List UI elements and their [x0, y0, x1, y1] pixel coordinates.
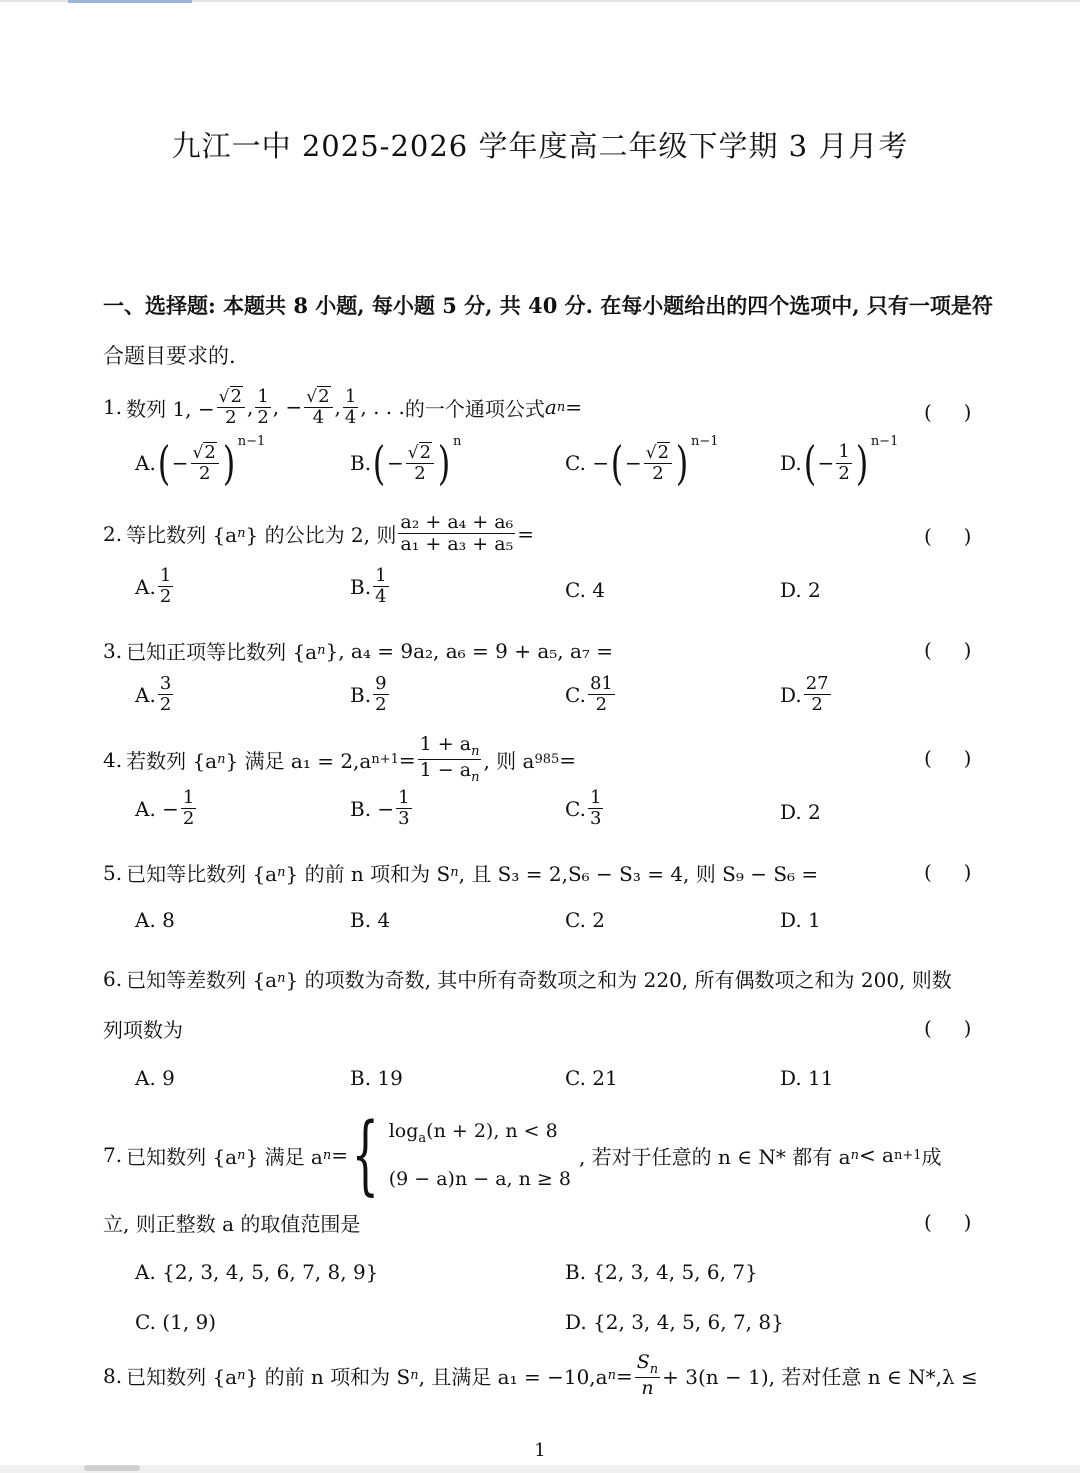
q3-option-a[interactable]: A. $\frac{3}{2}$: [135, 673, 172, 716]
q2-option-c[interactable]: C. 4: [565, 578, 606, 602]
cases-brace: {: [351, 1105, 380, 1205]
question-1: 1. 数列 1, − √ 2 2 , $\frac{1}{2}$ , − √ 2 4 , $\frac{1}{4}$ , . . . 的一个通项公式 a n =: [103, 385, 582, 429]
q2-option-b[interactable]: B. $\frac{1}{4}$: [350, 565, 387, 608]
q4-option-d[interactable]: D. 2: [780, 800, 821, 824]
q1-frac1: √ 2 2: [217, 386, 245, 428]
answer-bracket-7[interactable]: ( ): [924, 1210, 972, 1234]
q5-option-c[interactable]: C. 2: [565, 908, 606, 932]
question-5: 5. 已知等比数列 {a n } 的前 n 项和为 S n , 且 S₃ = 2,S₆ − S₃ = 4, 则 S₉ − S₆ =: [103, 860, 819, 886]
q7-option-a[interactable]: A. {2, 3, 4, 5, 6, 7, 8, 9}: [135, 1260, 379, 1284]
q3-option-c[interactable]: C. $\frac{81}{2}$: [565, 673, 613, 716]
bottom-border: [0, 1465, 1080, 1473]
question-number: 1.: [103, 395, 123, 420]
q1-option-b[interactable]: B. ( − √ 2 2 ) n: [350, 433, 462, 490]
q1-frac2: $\frac{1}{2}$: [257, 385, 269, 428]
answer-bracket-1[interactable]: ( ): [924, 400, 972, 424]
q3-option-b[interactable]: B. $\frac{9}{2}$: [350, 673, 387, 716]
q2-option-d[interactable]: D. 2: [780, 578, 821, 602]
question-3: 3. 已知正项等比数列 {a n }, a₄ = 9a₂, a₆ = 9 + a₅, a₇ =: [103, 638, 614, 664]
q1-option-d[interactable]: D. ( − $\frac{1}{2}$ ) n−1: [780, 433, 899, 490]
q6-option-c[interactable]: C. 21: [565, 1066, 618, 1090]
bottom-scroll-indicator: [84, 1465, 140, 1471]
q5-option-a[interactable]: A. 8: [135, 908, 175, 932]
question-6-line2: 列项数为: [103, 1018, 183, 1042]
q5-option-b[interactable]: B. 4: [350, 908, 391, 932]
q7-option-b[interactable]: B. {2, 3, 4, 5, 6, 7}: [565, 1260, 758, 1284]
question-4: 4. 若数列 {a n } 满足 a₁ = 2,a n+1 = $\frac{1 + a_n}{1 - a_n}$ , 则 a 985 =: [103, 733, 577, 786]
q4-option-b[interactable]: B. − $\frac{1}{3}$: [350, 787, 410, 830]
q7-option-c[interactable]: C. (1, 9): [135, 1310, 217, 1334]
section-heading-line2: 合题目要求的.: [103, 344, 236, 368]
q7-option-d[interactable]: D. {2, 3, 4, 5, 6, 7, 8}: [565, 1310, 784, 1334]
q6-option-b[interactable]: B. 19: [350, 1066, 403, 1090]
q1-frac3: √ 2 4: [304, 386, 332, 428]
page-number: 1: [534, 1440, 546, 1461]
q2-option-a[interactable]: A. $\frac{1}{2}$: [135, 565, 172, 608]
exam-title: 九江一中 2025-2026 学年度高二年级下学期 3 月月考: [171, 129, 909, 163]
q1-text: 数列 1, −: [126, 396, 215, 421]
question-6: 6. 已知等差数列 {a n } 的项数为奇数, 其中所有奇数项之和为 220, 所有偶数项之和为 200, 则数: [103, 966, 952, 992]
question-8: 8. 已知数列 {a n } 的前 n 项和为 S n , 且满足 a₁ = −10,a n = $\frac{S_n}{n}$ + 3(n − 1), 若对任意 n ∈ N*,λ ≤: [103, 1351, 978, 1400]
answer-bracket-2[interactable]: ( ): [924, 524, 972, 548]
q6-option-d[interactable]: D. 11: [780, 1066, 834, 1090]
answer-bracket-5[interactable]: ( ): [924, 860, 972, 884]
q4-option-c[interactable]: C. $\frac{1}{3}$: [565, 787, 602, 830]
top-tab-indicator: [68, 0, 192, 3]
q3-option-d[interactable]: D. $\frac{27}{2}$: [780, 673, 829, 716]
q1-frac4: $\frac{1}{4}$: [344, 385, 357, 428]
question-2: 2. 等比数列 {a n } 的公比为 2, 则 $\frac{\text{a₂ + a₄ + a₆}}{\text{a₁ + a₃ + a₅}}$ =: [103, 511, 534, 556]
q1-option-c[interactable]: C. − ( − √ 2 2 ) n−1: [565, 433, 719, 490]
q1-option-a[interactable]: A. ( − √ 2 2 ) n−1: [135, 433, 266, 490]
question-7: 7. 已知数列 {a n } 满足 a n = { $\log_a(n + 2)$, n < 8 (9 − a)n − a, n ≥ 8 , 若对于任意的 n ∈ N* 都有 a n < a n+1 成: [103, 1105, 942, 1205]
answer-bracket-6[interactable]: ( ): [924, 1016, 972, 1040]
section-heading-line1: 一、选择题: 本题共 8 小题, 每小题 5 分, 共 40 分. 在每小题给出的四个选项中, 只有一项是符: [103, 293, 993, 318]
q6-option-a[interactable]: A. 9: [135, 1066, 175, 1090]
q4-option-a[interactable]: A. − $\frac{1}{2}$: [135, 787, 195, 830]
answer-bracket-4[interactable]: ( ): [924, 746, 972, 770]
q5-option-d[interactable]: D. 1: [780, 908, 821, 932]
top-border: [0, 0, 1080, 2]
answer-bracket-3[interactable]: ( ): [924, 638, 972, 662]
question-7-line2: 立, 则正整数 a 的取值范围是: [103, 1212, 361, 1236]
piecewise-cases: $\log_a(n + 2)$, n < 8 (9 − a)n − a, n ≥ 8: [388, 1120, 571, 1190]
